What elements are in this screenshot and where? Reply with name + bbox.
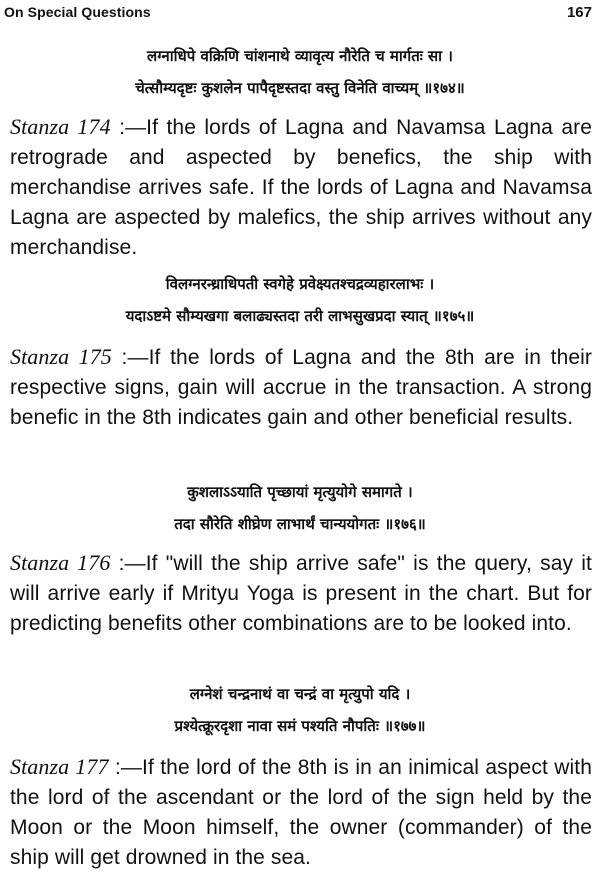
running-header <box>4 2 592 22</box>
stanza-label: Stanza 175 <box>10 344 112 369</box>
stanza-label: Stanza 176 <box>10 550 111 575</box>
verse-line: यदाऽष्टमे सौम्यखगा बलाढ्यस्तदा तरी लाभसुखप्रदा स्यात् ॥१७५॥ <box>125 307 475 325</box>
verse-line: प्रश्येत्क्रूरदृशा नावा समं पश्यति नौपतिः ॥१७७॥ <box>174 717 426 735</box>
stanza-174-paragraph <box>10 112 592 263</box>
stanza-label: Stanza 174 <box>10 114 111 139</box>
verse-line: चेत्सौम्यदृष्टः कुशलेन पापैदृष्टस्तदा वस्तु विनेति वाच्यम् ॥१७४॥ <box>135 79 465 97</box>
stanza-text: :—If the lord of the 8th is in an inimical aspect with the lord of the ascendant or the lord of the sign held by the Moon or the Moon himself, the owner (commander) of the ship will get drowned in the sea. <box>10 756 592 869</box>
stanza-176-paragraph <box>10 548 592 639</box>
verse-line: तदा सौरेति शीघ्रेण लाभार्थं चान्ययोगतः ॥१७६॥ <box>174 515 426 533</box>
sanskrit-verse-177 <box>20 678 580 742</box>
verse-line: विलग्नरन्ध्राधिपती स्वगेहे प्रवेक्ष्यतश्चद्रव्यहारलाभः । <box>165 275 435 293</box>
sanskrit-verse-175 <box>20 268 580 332</box>
stanza-177-paragraph <box>10 752 592 873</box>
page-number: 167 <box>566 3 592 21</box>
stanza-text: :—If the lords of Lagna and the 8th are in their respective signs, gain will accrue in the transaction. A strong benefic in the 8th indicates gain and other beneficial results. <box>10 346 592 429</box>
sanskrit-verse-174 <box>20 40 580 104</box>
stanza-175-paragraph <box>10 342 592 433</box>
stanza-text: :—If "will the ship arrive safe" is the query, say it will arrive early if Mrityu Yoga is present in the chart. But for predicting benefits other combinations are to be looked into. <box>10 552 592 635</box>
chapter-title: On Special Questions <box>4 4 151 20</box>
verse-line: लग्नाधिपे वक्रिणि चांशनाथे व्यावृत्य नौरेति च मार्गतः सा । <box>147 47 453 65</box>
sanskrit-verse-176 <box>20 476 580 540</box>
stanza-label: Stanza 177 <box>10 754 109 779</box>
verse-line: लग्नेशं चन्द्रनाथं वा चन्द्रं वा मृत्युपो यदि । <box>189 685 411 703</box>
stanza-text: :—If the lords of Lagna and Navamsa Lagna are retrograde and aspected by benefics, the ship with merchandise arrives safe. If the lords of Lagna and Navamsa Lagna are aspected by malefics, the ship arrives without any merchandise. <box>10 116 592 259</box>
verse-line: कुशलाऽऽयाति पृच्छायां मृत्युयोगे समागते । <box>187 483 413 501</box>
